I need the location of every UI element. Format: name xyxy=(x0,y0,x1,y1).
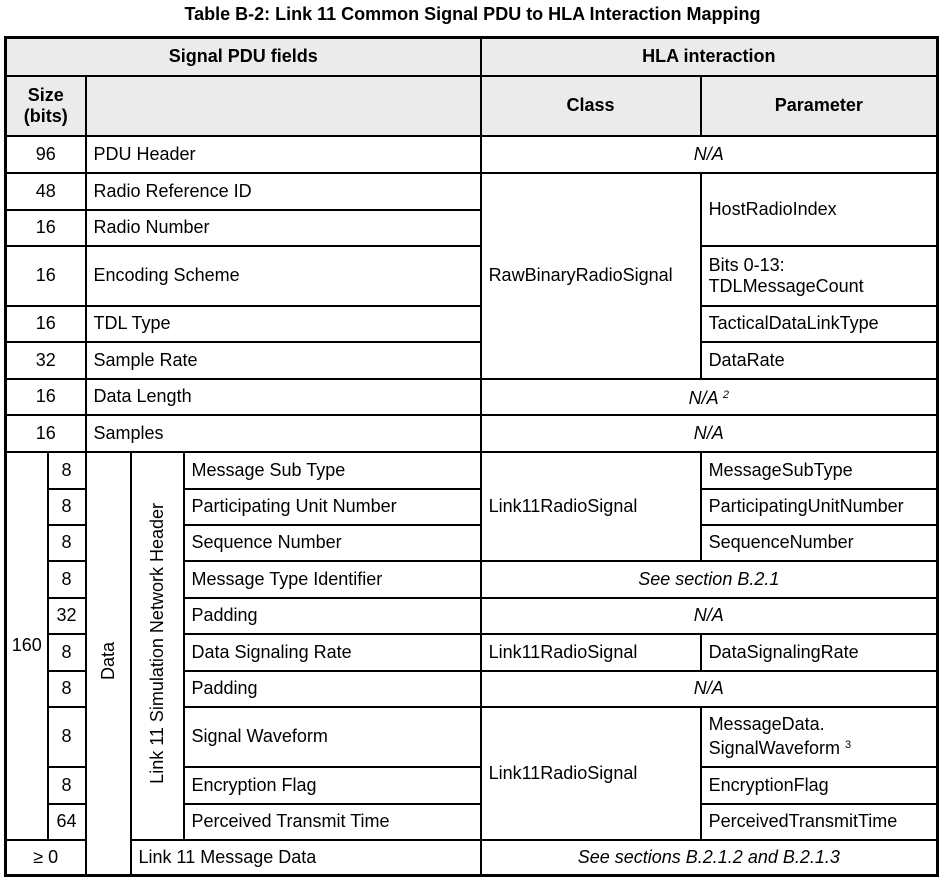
field-cell: Sequence Number xyxy=(184,525,481,561)
field-cell: Encryption Flag xyxy=(184,767,481,804)
size-cell: 32 xyxy=(48,598,86,634)
parameter-cell: Bits 0-13: TDLMessageCount xyxy=(701,246,938,306)
parameter-cell: ParticipatingUnitNumber xyxy=(701,489,938,525)
header-hla-interaction: HLA interaction xyxy=(481,38,938,76)
size-cell: 16 xyxy=(6,210,86,246)
size-cell: 96 xyxy=(6,136,86,173)
table-row xyxy=(6,840,938,876)
mapping-cell: N/A xyxy=(481,415,938,452)
footnote-marker: 2 xyxy=(722,388,730,401)
footnote-marker: 3 xyxy=(844,739,852,751)
mapping-cell xyxy=(481,379,938,415)
size-cell: 8 xyxy=(48,561,86,598)
parameter-cell: MessageSubType xyxy=(701,452,938,489)
size-cell: 32 xyxy=(6,342,86,379)
mapping-cell: N/A xyxy=(481,671,938,707)
table-row xyxy=(6,415,938,452)
mapping-cell: See sections B.2.1.2 and B.2.1.3 xyxy=(481,840,938,876)
field-cell: Signal Waveform xyxy=(184,707,481,767)
field-cell: Encoding Scheme xyxy=(86,246,481,306)
table-row xyxy=(6,246,938,306)
table-row xyxy=(6,136,938,173)
field-cell: Radio Number xyxy=(86,210,481,246)
data-group-label: Data xyxy=(86,452,131,876)
size-cell: 8 xyxy=(48,525,86,561)
table-row xyxy=(6,452,938,489)
field-cell: Participating Unit Number xyxy=(184,489,481,525)
parameter-text: MessageData. SignalWaveform xyxy=(708,714,840,758)
header-size-bits: Size (bits) xyxy=(6,76,86,136)
network-header-label: Link 11 Simulation Network Header xyxy=(131,452,184,840)
mapping-cell: See section B.2.1 xyxy=(481,561,938,598)
mapping-text: N/A xyxy=(688,387,718,408)
size-cell: 16 xyxy=(6,379,86,415)
header-signal-pdu-fields: Signal PDU fields xyxy=(6,38,481,76)
class-cell: Link11RadioSignal xyxy=(481,707,701,840)
field-cell: TDL Type xyxy=(86,306,481,342)
parameter-cell: DataRate xyxy=(701,342,938,379)
header-blank xyxy=(86,76,481,136)
size-cell: 8 xyxy=(48,671,86,707)
field-cell: PDU Header xyxy=(86,136,481,173)
field-cell: Link 11 Message Data xyxy=(131,840,481,876)
header-parameter: Parameter xyxy=(701,76,938,136)
field-cell: Perceived Transmit Time xyxy=(184,804,481,840)
field-cell: Padding xyxy=(184,598,481,634)
size-cell: 16 xyxy=(6,306,86,342)
field-cell: Data Signaling Rate xyxy=(184,634,481,671)
table-row xyxy=(6,379,938,415)
field-cell: Message Sub Type xyxy=(184,452,481,489)
size-cell: 16 xyxy=(6,415,86,452)
field-cell: Sample Rate xyxy=(86,342,481,379)
table-row xyxy=(6,306,938,342)
parameter-cell: SequenceNumber xyxy=(701,525,938,561)
mapping-table xyxy=(4,36,939,877)
class-cell: RawBinaryRadioSignal xyxy=(481,173,701,379)
field-cell: Padding xyxy=(184,671,481,707)
table-title: Table B-2: Link 11 Common Signal PDU to HLA Interaction Mapping xyxy=(184,4,761,24)
mapping-cell: N/A xyxy=(481,136,938,173)
size-cell: 8 xyxy=(48,489,86,525)
field-cell: Radio Reference ID xyxy=(86,173,481,210)
parameter-cell: HostRadioIndex xyxy=(701,173,938,246)
size-cell: 8 xyxy=(48,707,86,767)
size-cell: 8 xyxy=(48,634,86,671)
field-cell: Message Type Identifier xyxy=(184,561,481,598)
size-cell: ≥ 0 xyxy=(6,840,86,876)
field-cell: Samples xyxy=(86,415,481,452)
size-cell: 64 xyxy=(48,804,86,840)
total-size-cell: 160 xyxy=(6,452,48,840)
parameter-cell: TacticalDataLinkType xyxy=(701,306,938,342)
table-row xyxy=(6,173,938,210)
parameter-cell: EncryptionFlag xyxy=(701,767,938,804)
field-cell: Data Length xyxy=(86,379,481,415)
size-cell: 8 xyxy=(48,767,86,804)
size-cell: 8 xyxy=(48,452,86,489)
size-cell: 16 xyxy=(6,246,86,306)
parameter-cell: DataSignalingRate xyxy=(701,634,938,671)
class-cell: Link11RadioSignal xyxy=(481,634,701,671)
parameter-cell xyxy=(701,707,938,767)
size-cell: 48 xyxy=(6,173,86,210)
class-cell: Link11RadioSignal xyxy=(481,452,701,561)
table-row xyxy=(6,342,938,379)
parameter-cell: PerceivedTransmitTime xyxy=(701,804,938,840)
mapping-cell: N/A xyxy=(481,598,938,634)
header-class: Class xyxy=(481,76,701,136)
